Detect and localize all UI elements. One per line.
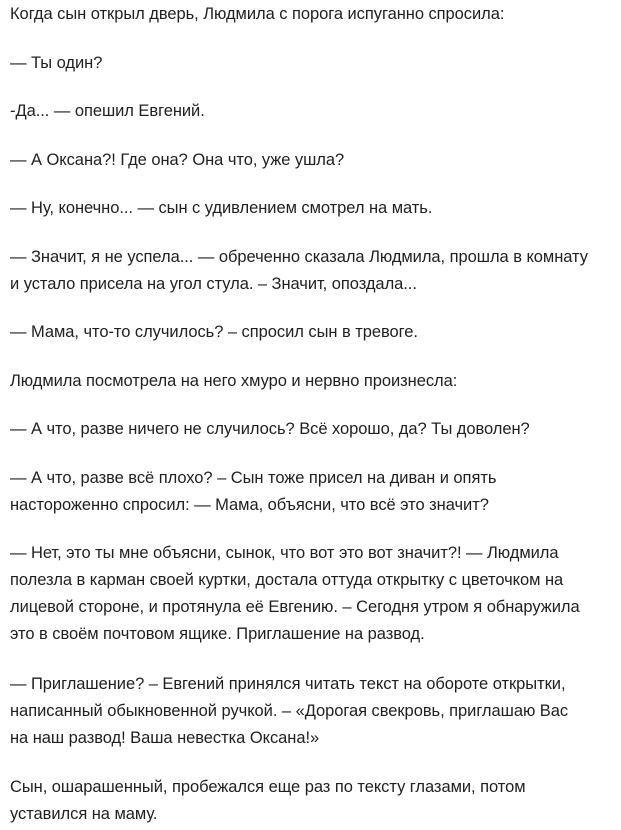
paragraph-2-line-1: — Ты один? <box>10 54 103 72</box>
paragraph-10 <box>10 465 496 519</box>
paragraph-11-line-2: полезла в карман своей куртки, достала оттуда открытку с цветочком на <box>10 571 564 589</box>
paragraph-3-line-1: -Да... — опешил Евгений. <box>10 102 205 120</box>
paragraph-11-line-4: это в своём почтовом ящике. Приглашение на развод. <box>10 625 425 643</box>
paragraph-11 <box>10 540 580 648</box>
paragraph-7 <box>10 319 418 346</box>
paragraph-13-line-2: уставился на маму. <box>10 805 158 823</box>
paragraph-13-line-1: Сын, ошарашенный, пробежался еще раз по тексту глазами, потом <box>10 778 526 796</box>
paragraph-4-line-1: — А Оксана?! Где она? Она что, уже ушла? <box>10 151 345 169</box>
paragraph-13 <box>10 774 526 828</box>
paragraph-9 <box>10 416 530 443</box>
paragraph-12-line-3: на наш развод! Ваша невестка Оксана!» <box>10 729 320 747</box>
paragraph-4 <box>10 147 344 174</box>
paragraph-12-line-1: — Приглашение? – Евгений принялся читать текст на обороте открытки, <box>10 675 566 693</box>
paragraph-8-line-1: Людмила посмотрела на него хмуро и нервно произнесла: <box>10 372 458 390</box>
paragraph-3 <box>10 98 205 125</box>
paragraph-12-line-2: написанный обыкновенной ручкой. – «Дорогая свекровь, приглашаю Вас <box>10 702 569 720</box>
paragraph-6 <box>10 244 588 298</box>
paragraph-8 <box>10 368 457 395</box>
paragraph-11-line-3: лицевой стороне, и протянула её Евгению. – Сегодня утром я обнаружила <box>10 598 580 616</box>
paragraph-5 <box>10 195 432 222</box>
paragraph-11-line-1: — Нет, это ты мне объясни, сынок, что вот это вот значит?! — Людмила <box>10 544 559 562</box>
paragraph-6-line-2: и устало присела на угол стула. – Значит, опоздала... <box>10 275 417 293</box>
paragraph-10-line-1: — А что, разве всё плохо? – Сын тоже присел на диван и опять <box>10 469 497 487</box>
paragraph-12 <box>10 671 568 752</box>
paragraph-5-line-1: — Ну, конечно... — сын с удивлением смотрел на мать. <box>10 199 433 217</box>
paragraph-1 <box>10 1 504 28</box>
paragraph-6-line-1: — Значит, я не успела... — обреченно сказала Людмила, прошла в комнату <box>10 248 588 266</box>
paragraph-2 <box>10 50 102 77</box>
paragraph-1-line-1: Когда сын открыл дверь, Людмила с порога испуганно спросила: <box>10 5 505 23</box>
paragraph-9-line-1: — А что, разве ничего не случилось? Всё хорошо, да? Ты доволен? <box>10 420 530 438</box>
paragraph-7-line-1: — Мама, что-то случилось? – спросил сын в тревоге. <box>10 323 418 341</box>
paragraph-10-line-2: настороженно спросил: — Мама, объясни, что всё это значит? <box>10 496 489 514</box>
